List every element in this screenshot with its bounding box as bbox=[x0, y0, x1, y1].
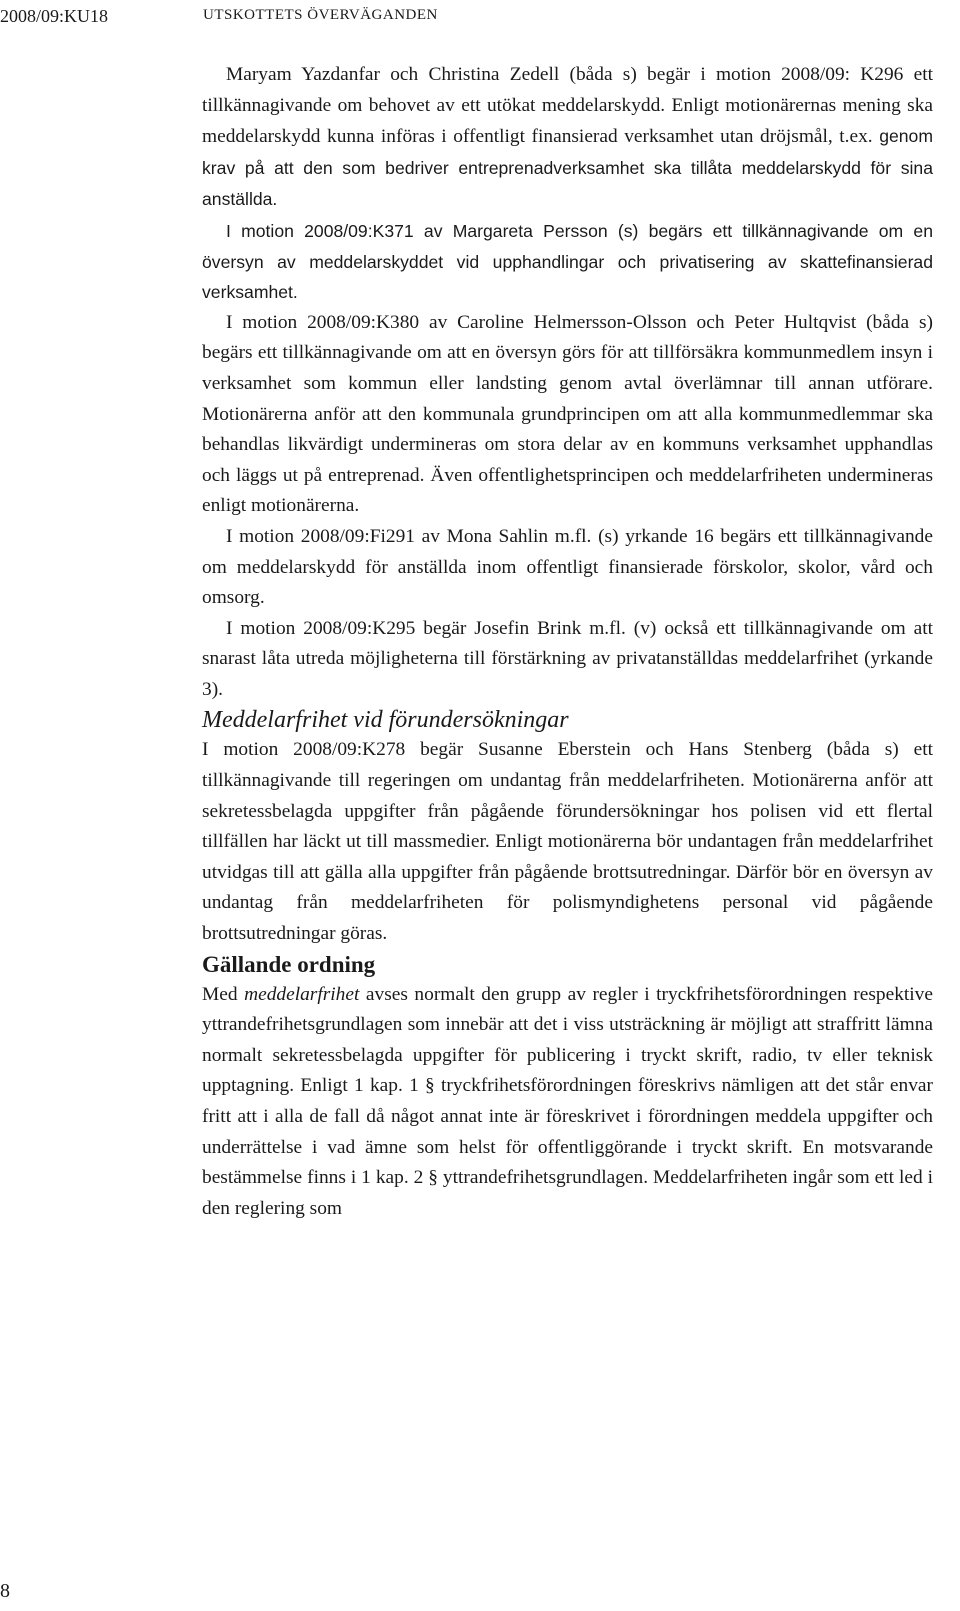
paragraph-motion-fi291: I motion 2008/09:Fi291 av Mona Sahlin m.fl. (s) yrkande 16 begärs ett tillkännagivande om meddelarskydd för anställda inom offentligt finansierade förskolor, skolor, vård och omsorg. bbox=[202, 525, 933, 609]
paragraph-text: Med bbox=[202, 983, 245, 1005]
paragraph-motion-k371: I motion 2008/09:K371 av Margareta Persson (s) begärs ett tillkännagivande om en översyn av meddelarskyddet vid upphandlingar och privatisering av skattefinansierad verksamhet. bbox=[202, 220, 933, 303]
paragraph-gallande-ordning bbox=[202, 980, 933, 1225]
paragraph-motion-k295: I motion 2008/09:K295 begär Josefin Brink m.fl. (v) också ett tillkännagivande om att snarast låta utreda möjligheterna till förstärkning av privatanställdas meddelarfrihet (yrkande 3). bbox=[202, 617, 933, 700]
page-number: 8 bbox=[0, 1580, 10, 1602]
section-heading-forundersokningar: Meddelarfrihet vid förundersökningar bbox=[202, 707, 569, 734]
section-heading-gallande-ordning: Gällande ordning bbox=[202, 951, 376, 977]
paragraph-motion-k380: I motion 2008/09:K380 av Caroline Helmersson-Olsson och Peter Hultqvist (båda s) begärs ett tillkännagivande om att en översyn görs för att tillförsäkra kommunmedlem insyn i verksamhet som kommun eller landsting genom avtal överlämnar till annan utförare. Motionärerna anför att den kommunala grundprincipen om att alla kommunmedlemmar ska behandlas likvärdigt undermineras om stora delar av en kommuns verksamhet upphandlas och läggs ut på entreprenad. Även offentlighetsprincipen och meddelarfriheten undermineras enligt motionärerna. bbox=[202, 311, 933, 517]
document-body bbox=[202, 60, 933, 1224]
document-code: 2008/09:KU18 bbox=[0, 6, 108, 26]
running-header bbox=[0, 6, 960, 30]
paragraph-text: Maryam Yazdanfar och Christina Zedell (båda s) begär i motion 2008/09: K296 ett tillkännagivande om behovet av ett utökat meddelarskydd. Enligt motionärernas mening ska meddelarskydd kunna införas i offentligt finansierad verksamhet utan dröjsmål, t.ex. bbox=[202, 64, 933, 148]
paragraph-motion-k296 bbox=[202, 60, 933, 216]
term-meddelarfrihet: meddelarfrihet bbox=[244, 983, 360, 1005]
section-title: UTSKOTTETS ÖVERVÄGANDEN bbox=[203, 7, 438, 23]
paragraph-text: avses normalt den grupp av regler i tryckfrihetsförordningen respektive yttrandefrihetsgrundlagen som innebär att det i viss utsträckning är möjligt att straffritt lämna normalt sekretessbelagda uppgifter för publicering i tryckt skrift, radio, tv eller teknisk upptagning. Enligt 1 kap. 1 § tryckfrihetsförordningen föreskrivs nämligen att det står envar fritt att i alla de fall då något annat inte är föreskrivet i förordningen meddela uppgifter och underrättelse i vad ämne som helst för offentliggörande i tryckt skrift. En motsvarande bestämmelse finns i 1 kap. 2 § yttrandefrihetsgrundlagen. Meddelarfriheten ingår som ett led i den reglering som bbox=[202, 983, 933, 1219]
paragraph-motion-k278: I motion 2008/09:K278 begär Susanne Eberstein och Hans Stenberg (båda s) ett tillkännagivande till regeringen om undantag från meddelarfriheten. Motionärerna anför att sekretessbelagda uppgifter från pågående förundersökningar hos polisen vid ett flertal tillfällen har läckt ut till massmedier. Enligt motionärerna bör undantagen från meddelarfrihet utvidgas till att gälla alla uppgifter från pågående brottsutredningar. Därför bör en översyn av undantag från meddelarfriheten för polismyndighetens personal vid pågående brottsutredningar göras. bbox=[202, 739, 933, 945]
paragraph-text-sans: genom krav på att den som bedriver entreprenadverksamhet ska tillåta meddelarskydd för sina anställda. bbox=[202, 126, 933, 210]
